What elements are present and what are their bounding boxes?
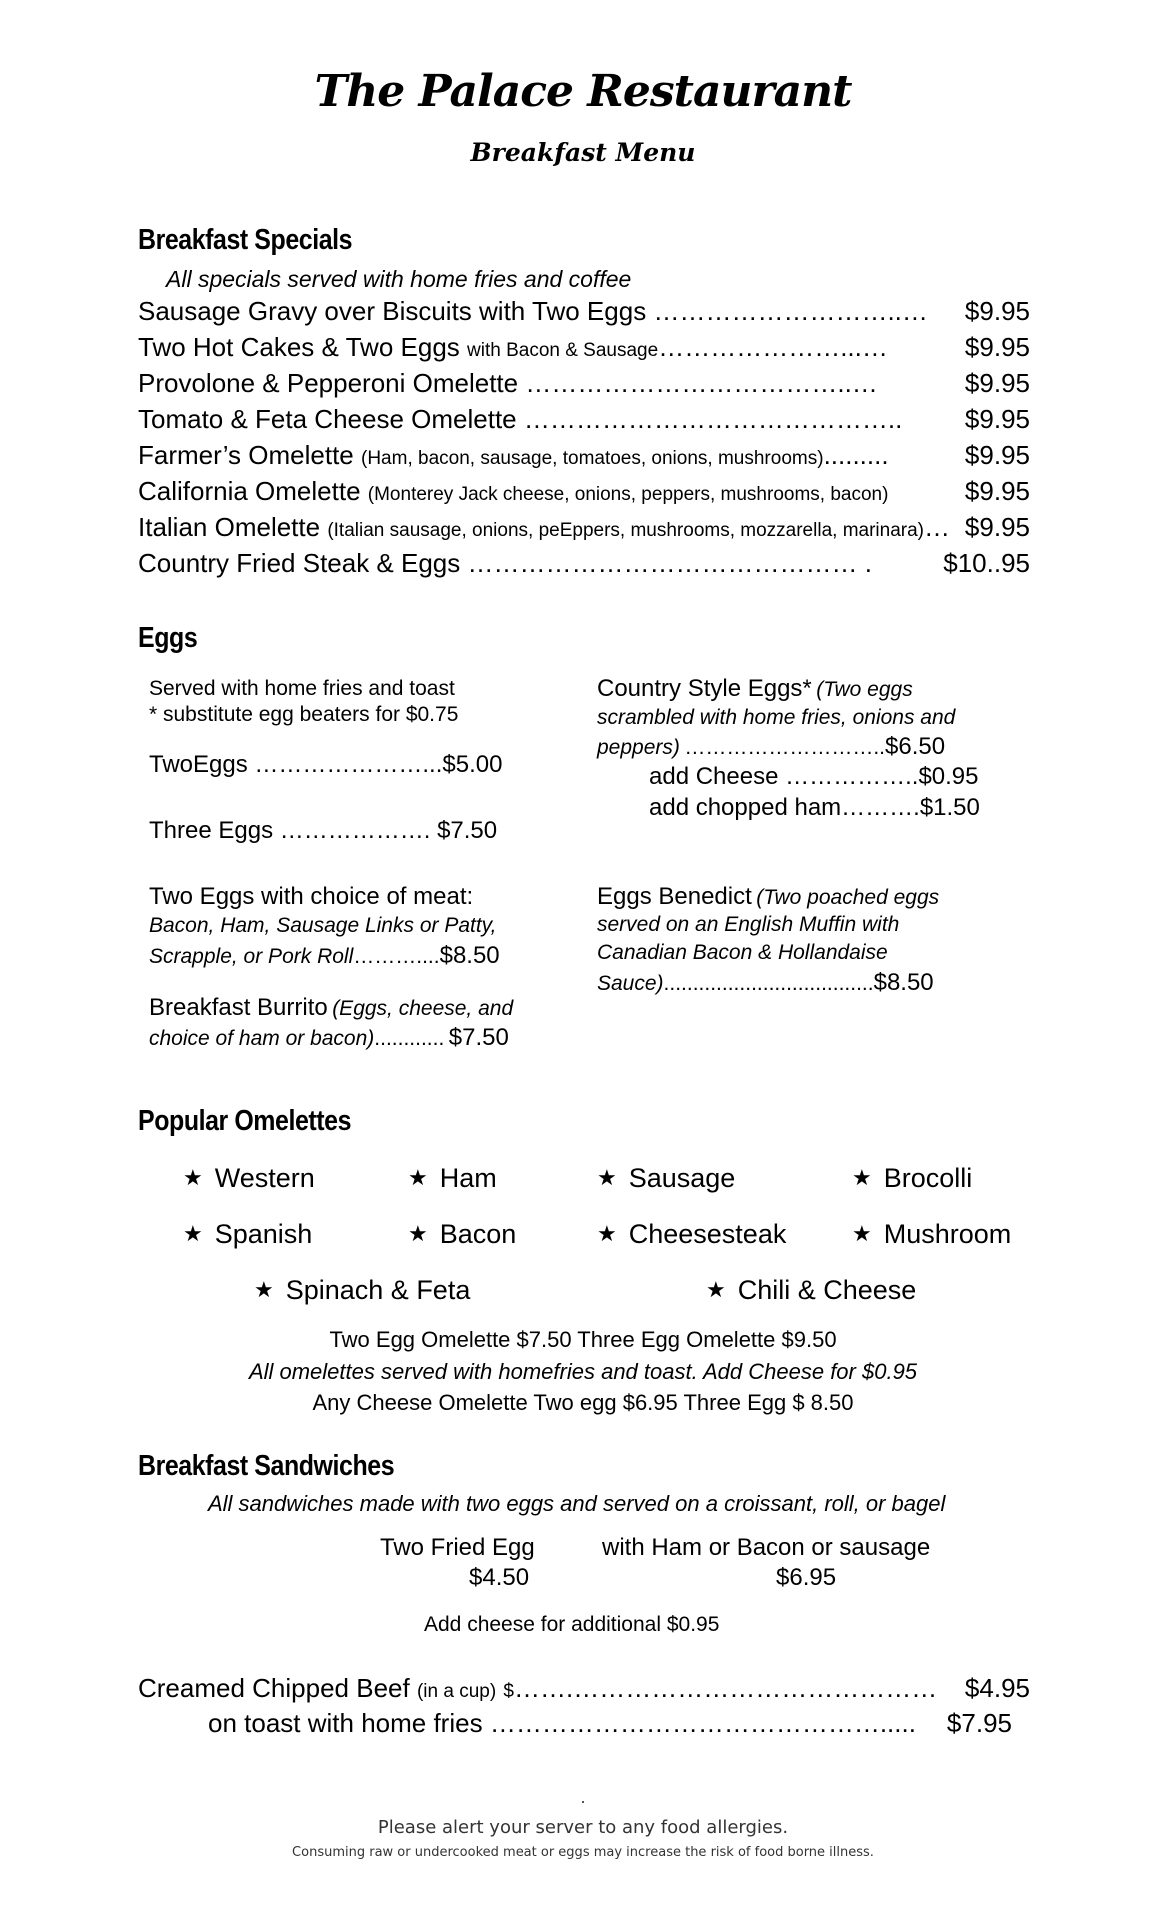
omelette-item: ★ Sausage bbox=[597, 1163, 736, 1193]
burrito-desc: (Eggs, cheese, and bbox=[332, 997, 514, 1020]
special-item-price: $9.95 bbox=[964, 368, 1030, 398]
omelette-item: ★ Brocolli bbox=[852, 1163, 973, 1193]
section-heading-eggs: Eggs bbox=[138, 622, 198, 654]
sandwich-option-2: with Ham or Bacon or sausage bbox=[602, 1534, 931, 1561]
country-eggs-price-line bbox=[597, 733, 945, 761]
omelette-item: ★ Cheesesteak bbox=[597, 1219, 787, 1249]
special-item-dots: ………………………..… bbox=[653, 296, 928, 326]
benedict-line-1 bbox=[597, 883, 939, 911]
country-eggs-desc: (Two eggs bbox=[816, 678, 913, 701]
omelette-item: ★ Ham bbox=[408, 1163, 497, 1193]
sandwich-option-1: Two Fried Egg bbox=[380, 1534, 535, 1561]
omelette-note: All omelettes served with homefries and toast. Add Cheese for $0.95 bbox=[248, 1359, 918, 1384]
omelette-item: ★ Western bbox=[183, 1163, 315, 1193]
eggs-note-substitute: * substitute egg beaters for $0.75 bbox=[149, 703, 459, 726]
star-icon: ★ bbox=[706, 1278, 726, 1303]
special-item bbox=[138, 332, 1030, 363]
benedict-desc-3: Canadian Bacon & Hollandaise bbox=[597, 941, 888, 964]
benedict-dots: .................................... bbox=[663, 972, 874, 995]
star-icon: ★ bbox=[183, 1222, 203, 1247]
omelette-item: ★ Bacon bbox=[408, 1219, 517, 1249]
omelette-item: ★ Mushroom bbox=[852, 1219, 1012, 1249]
eggs-meat-title: Two Eggs with choice of meat: bbox=[149, 883, 474, 910]
benedict-name: Eggs Benedict bbox=[597, 883, 752, 910]
special-item bbox=[138, 440, 1030, 471]
special-item-name: California Omelette bbox=[138, 476, 361, 506]
star-icon: ★ bbox=[408, 1166, 428, 1191]
burrito-name: Breakfast Burrito bbox=[149, 994, 328, 1021]
special-item-dots: ………………………………..… bbox=[525, 368, 878, 398]
special-item-name: Two Hot Cakes & Two Eggs bbox=[138, 332, 460, 362]
omelette-item: ★ Spanish bbox=[183, 1219, 313, 1249]
star-icon: ★ bbox=[597, 1222, 617, 1247]
two-eggs-item: TwoEggs …………………...$5.00 bbox=[149, 751, 503, 778]
special-item bbox=[138, 404, 1030, 435]
eggs-meat-price-line bbox=[149, 942, 500, 970]
chipped-beef-name: Creamed Chipped Beef bbox=[138, 1673, 410, 1703]
special-item-price: $9.95 bbox=[964, 404, 1030, 434]
burrito-dots: ............ bbox=[374, 1027, 445, 1050]
special-item bbox=[138, 368, 1030, 399]
country-eggs-line-1 bbox=[597, 675, 913, 703]
omelette-item: ★ Spinach & Feta bbox=[254, 1275, 471, 1305]
benedict-price-line bbox=[597, 969, 934, 997]
omelette-prices: Two Egg Omelette $7.50 Three Egg Omelette $9.50 bbox=[329, 1327, 837, 1352]
add-cheese-item: add Cheese ……………..$0.95 bbox=[649, 763, 979, 790]
star-icon: ★ bbox=[183, 1166, 203, 1191]
benedict-price: $8.50 bbox=[873, 969, 934, 996]
chipped-beef-toast-price: $7.95 bbox=[946, 1708, 1012, 1738]
special-item-dots: ……………………………………… . bbox=[467, 548, 872, 578]
add-ham-item: add chopped ham……….$1.50 bbox=[649, 794, 980, 821]
omelette-item: ★ Chili & Cheese bbox=[706, 1275, 917, 1305]
benedict-desc-4: Sauce) bbox=[597, 972, 664, 995]
special-item-dots: …………………………………….. bbox=[523, 404, 903, 434]
special-item-price: $10..95 bbox=[943, 548, 1030, 578]
special-item-price: $9.95 bbox=[964, 476, 1030, 506]
sandwich-add-cheese: Add cheese for additional $0.95 bbox=[424, 1613, 720, 1636]
special-item-dots: ......... bbox=[823, 440, 889, 470]
special-item-price: $9.95 bbox=[964, 296, 1030, 326]
special-item bbox=[138, 476, 1030, 507]
benedict-desc-2: served on an English Muffin with bbox=[597, 913, 900, 936]
special-item-price: $9.95 bbox=[964, 440, 1030, 470]
star-icon: ★ bbox=[852, 1222, 872, 1247]
burrito-desc-2: choice of ham or bacon) bbox=[149, 1027, 375, 1050]
eggs-meat-desc: Bacon, Ham, Sausage Links or Patty, bbox=[149, 914, 497, 937]
chipped-beef-toast-item bbox=[208, 1708, 1012, 1739]
restaurant-title: The Palace Restaurant bbox=[314, 66, 852, 117]
special-item-name: Country Fried Steak & Eggs bbox=[138, 548, 461, 578]
star-icon: ★ bbox=[408, 1222, 428, 1247]
special-item-name: Farmer’s Omelette bbox=[138, 440, 354, 470]
star-icon: ★ bbox=[597, 1166, 617, 1191]
benedict-desc: (Two poached eggs bbox=[756, 886, 940, 909]
omelette-cheese: Any Cheese Omelette Two egg $6.95 Three Egg $ 8.50 bbox=[312, 1390, 854, 1415]
eggs-note-served: Served with home fries and toast bbox=[149, 677, 455, 700]
country-eggs-name: Country Style Eggs* bbox=[597, 675, 812, 702]
country-eggs-dots: ……………………….. bbox=[684, 736, 886, 759]
section-heading-sandwiches: Breakfast Sandwiches bbox=[138, 1450, 395, 1482]
chipped-beef-toast: on toast with home fries bbox=[208, 1708, 483, 1738]
special-item-detail: with Bacon & Sausage bbox=[467, 340, 659, 361]
section-heading-specials: Breakfast Specials bbox=[138, 224, 353, 256]
eggs-meat-desc-2: Scrapple, or Pork Roll bbox=[149, 945, 354, 968]
chipped-beef-dots: …….…………………………………… bbox=[513, 1673, 938, 1703]
burrito-line-1 bbox=[149, 994, 513, 1022]
burrito-price: $7.50 bbox=[448, 1024, 509, 1051]
special-item-name: Sausage Gravy over Biscuits with Two Eggs bbox=[138, 296, 647, 326]
special-item-detail: (Monterey Jack cheese, onions, peppers, mushrooms, bacon) bbox=[367, 484, 889, 505]
footer-dot: . bbox=[580, 1788, 586, 1807]
three-eggs-item: Three Eggs ………………. $7.50 bbox=[149, 817, 498, 844]
special-item-detail: (Ham, bacon, sausage, tomatoes, onions, mushrooms) bbox=[361, 448, 824, 469]
special-item-dots: … bbox=[924, 512, 950, 542]
special-item-price: $9.95 bbox=[964, 332, 1030, 362]
allergy-notice: Please alert your server to any food allergies. bbox=[377, 1817, 789, 1838]
special-item-name: Italian Omelette bbox=[138, 512, 321, 542]
star-icon: ★ bbox=[254, 1278, 274, 1303]
special-item bbox=[138, 512, 1030, 543]
burrito-line-2 bbox=[149, 1024, 509, 1052]
raw-food-warning: Consuming raw or undercooked meat or eggs may increase the risk of food borne illness. bbox=[292, 1845, 874, 1860]
sandwiches-note: All sandwiches made with two eggs and served on a croissant, roll, or bagel bbox=[208, 1491, 946, 1516]
specials-note: All specials served with home fries and coffee bbox=[166, 266, 632, 292]
section-heading-omelettes: Popular Omelettes bbox=[138, 1105, 352, 1137]
chipped-beef-dollar: $ bbox=[503, 1681, 514, 1702]
eggs-meat-price: $8.50 bbox=[439, 942, 500, 969]
country-eggs-desc-2: scrambled with home fries, onions and bbox=[597, 706, 956, 729]
chipped-beef-item bbox=[138, 1673, 1030, 1704]
special-item bbox=[138, 548, 1030, 579]
country-eggs-price: $6.50 bbox=[885, 733, 946, 760]
special-item-name: Tomato & Feta Cheese Omelette bbox=[138, 404, 517, 434]
chipped-beef-price: $4.95 bbox=[964, 1673, 1030, 1703]
special-item-detail: (Italian sausage, onions, peEppers, mushrooms, mozzarella, marinara) bbox=[327, 520, 924, 541]
sandwich-option-1-price: $4.50 bbox=[469, 1564, 530, 1591]
eggs-meat-dots: ……….... bbox=[353, 945, 440, 968]
star-icon: ★ bbox=[852, 1166, 872, 1191]
chipped-beef-detail: (in a cup) bbox=[416, 1681, 497, 1702]
special-item-price: $9.95 bbox=[964, 512, 1030, 542]
menu-subtitle: Breakfast Menu bbox=[470, 138, 696, 167]
special-item bbox=[138, 296, 1030, 327]
special-item-name: Provolone & Pepperoni Omelette bbox=[138, 368, 519, 398]
sandwich-option-2-price: $6.95 bbox=[776, 1564, 837, 1591]
country-eggs-desc-3: peppers) bbox=[597, 736, 680, 759]
chipped-beef-toast-dots: ………………………………………..... bbox=[489, 1708, 916, 1738]
special-item-dots: …………………...… bbox=[658, 332, 888, 362]
